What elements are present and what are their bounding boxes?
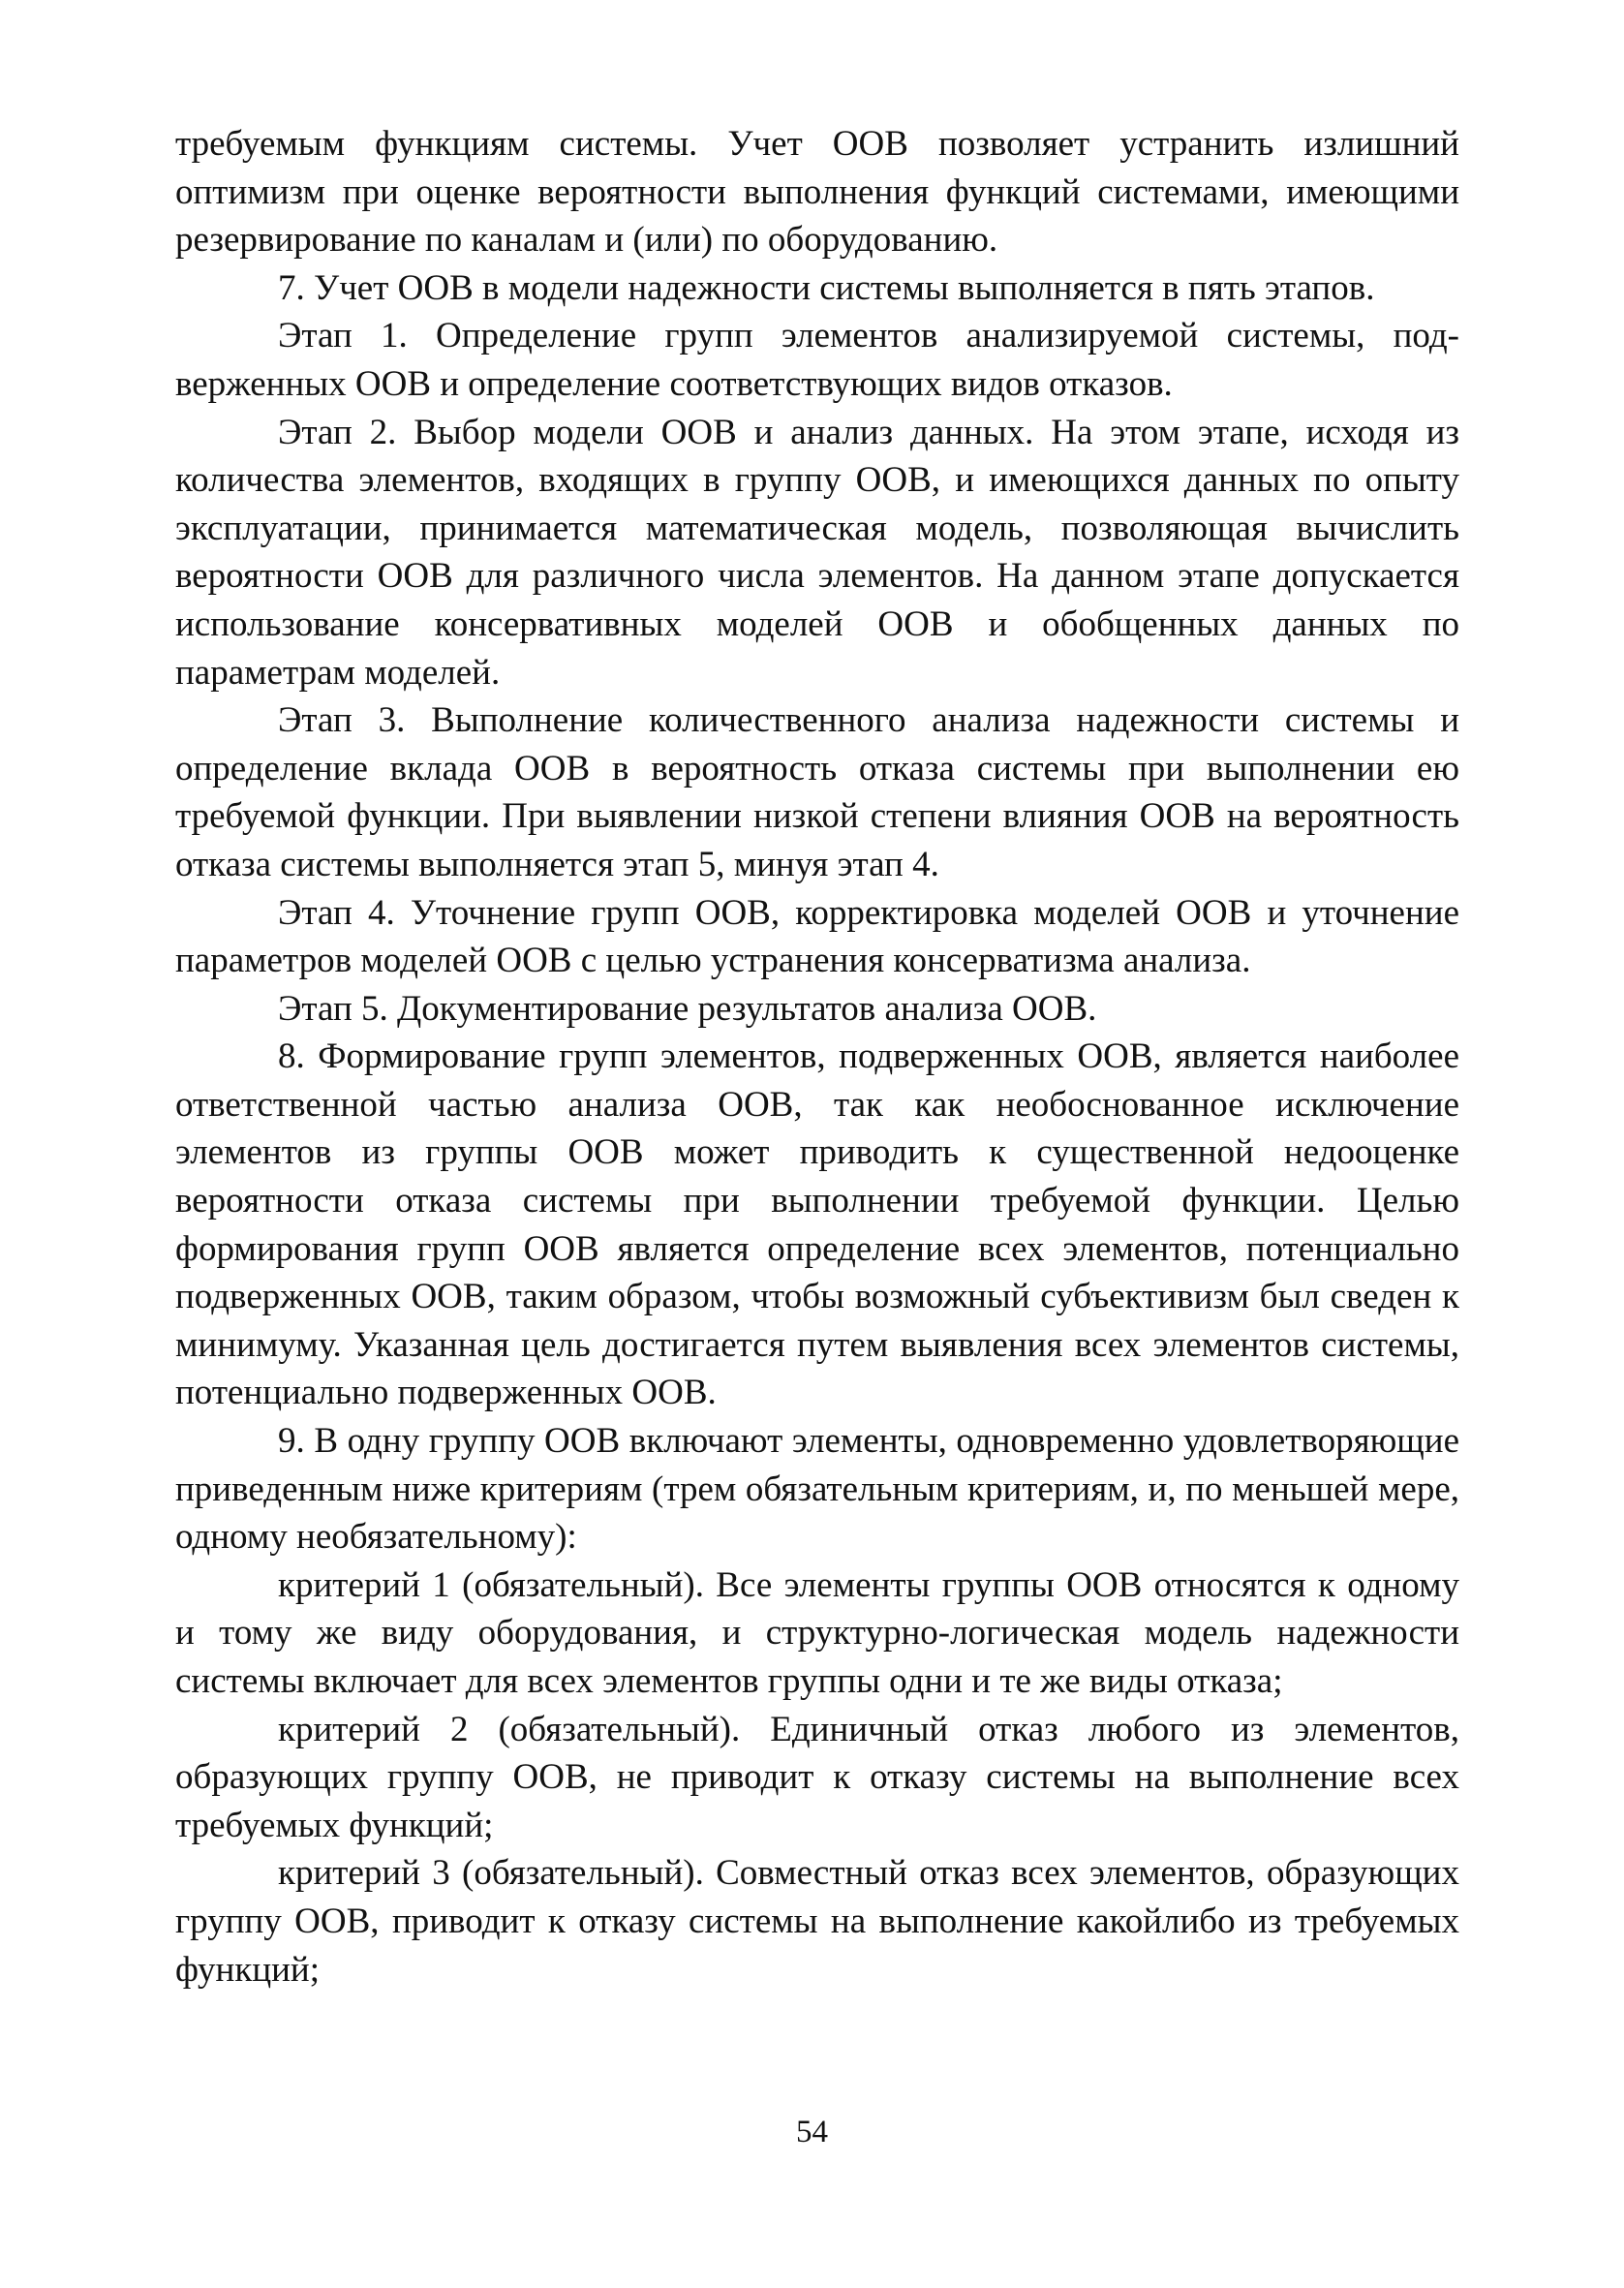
paragraph-stage-3: Этап 3. Выполнение количественного анализа надежности системы и определение вклада ООВ в вероятность отказа системы при выполнении ею требуемой функции. При выявлении низкой степени влияния ООВ на вероятность отказа системы выполняется этап 5, минуя этап 4. [175, 700, 1459, 884]
paragraph-item-7: 7. Учет ООВ в модели надежности системы выполняется в пять этапов. [278, 267, 1375, 308]
paragraph-stage-2: Этап 2. Выбор модели ООВ и анализ данных. На этом этапе, исходя из количества элементов, входящих в группу ООВ, и имеющихся данных по опыту эксплуатации, принимается математическая модель, позволяющая вычислить вероятности ООВ для различного числа элементов. На данном этапе допускается использование консервативных моделей ООВ и обобщенных данных по параметрам моделей. [175, 412, 1459, 693]
body-text [175, 120, 1459, 1994]
paragraph-criterion-2: критерий 2 (обязательный). Единичный отказ любого из элементов, образующих группу ООВ, не приводит к отказу системы на выполнение всех требуемых функций; [175, 1709, 1459, 1845]
paragraph-stage-1: Этап 1. Определение групп элементов анализируемой системы, подверженных ООВ и определение соответствующих видов отказов. [175, 316, 1459, 404]
paragraph-stage-5: Этап 5. Документирование результатов анализа ООВ. [278, 988, 1097, 1029]
paragraph-item-9: 9. В одну группу ООВ включают элементы, одновременно удовлетворяющие приведенным ниже критериям (трем обязательным критериям, и, по меньшей мере, одному необязательному): [175, 1421, 1459, 1558]
paragraph-stage-4: Этап 4. Уточнение групп ООВ, корректировка моделей ООВ и уточнение параметров моделей ООВ с целью устранения консерватизма анализа. [175, 892, 1459, 981]
paragraph-item-8: 8. Формирование групп элементов, подверженных ООВ, является наиболее ответственной частью анализа ООВ, так как необоснованное исключение элементов из группы ООВ может приводить к существенной недооценке вероятности отказа системы при выполнении требуемой функции. Целью формирования групп ООВ является определение всех элементов, потенциально подверженных ООВ, таким образом, чтобы возможный субъективизм был сведен к минимуму. Указанная цель достигается путем выявления всех элементов системы, потенциально подверженных ООВ. [175, 1036, 1459, 1413]
paragraph-criterion-1: критерий 1 (обязательный). Все элементы группы ООВ относятся к одному и тому же виду оборудования, и структурно-логическая модель надежности системы включает для всех элементов группы одни и те же виды отказа; [175, 1564, 1459, 1701]
paragraph-continuation: требуемым функциям системы. Учет ООВ позволяет устранить излишний оптимизм при оценке вероятности выполнения функций системами, имеющими резервирование по каналам и (или) по оборудованию. [175, 124, 1459, 261]
page-number: 54 [796, 2115, 828, 2149]
paragraph-criterion-3: критерий 3 (обязательный). Совместный отказ всех элементов, образующих группу ООВ, приводит к отказу системы на выполнение какойлибо из требуемых функций; [175, 1853, 1459, 1990]
